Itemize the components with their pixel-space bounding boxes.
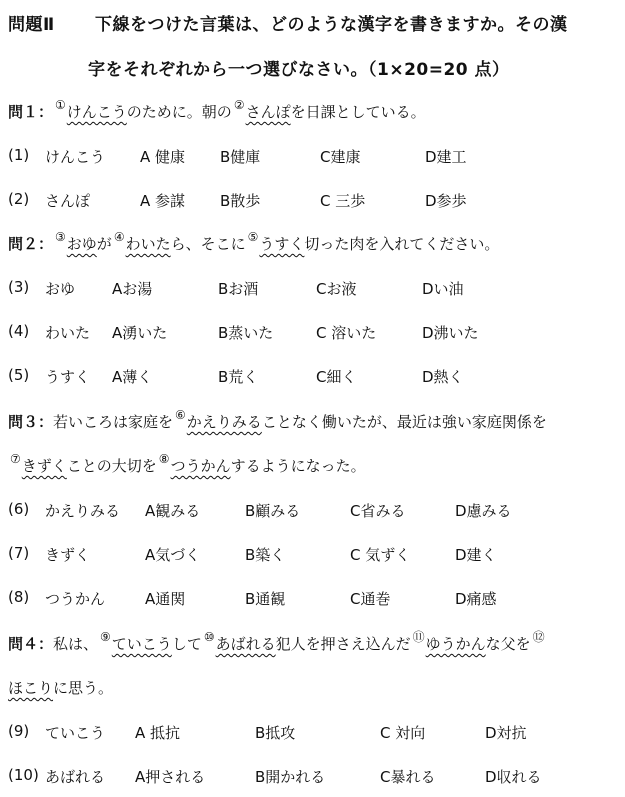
underlined-word: うすく [259,235,305,253]
option-d: D沸いた [422,324,479,342]
item-number: (5) [8,366,30,384]
option-a: A薄く [112,368,153,386]
option-a: A 健康 [140,148,186,166]
sentence-text: ら、そこに [170,235,246,253]
item-number: (7) [8,544,30,562]
option-d: D対抗 [485,724,527,742]
sentence-text: のために。朝の [126,103,232,121]
option-b: B顧みる [245,502,301,520]
question-4-continued [8,677,113,698]
option-b: B散歩 [220,192,261,210]
option-c: C省みる [350,502,406,520]
item-number: (2) [8,190,30,208]
option-a: A押される [135,768,206,786]
underlined-word: かえりみる [186,413,262,431]
option-c: C通巻 [350,590,391,608]
option-c: C建康 [320,148,361,166]
option-b: B荒く [218,368,259,386]
item-reading: うすく [45,368,91,386]
question-3 [8,408,547,432]
circled-number: ⑩ [203,630,215,644]
question-2 [8,230,500,254]
option-d: D参歩 [425,192,467,210]
item-reading: きずく [45,546,91,564]
instructions-line-1: 下線をつけた言葉は、どのような漢字を書きますか。その漢 [95,15,568,35]
item-reading: ていこう [45,724,106,742]
underlined-word: きずく [21,457,67,475]
underlined-word: つうかん [170,457,231,475]
circled-number: ⑨ [100,630,111,644]
circled-number: ④ [113,230,125,244]
item-reading: あばれる [45,768,106,786]
option-b: B築く [245,546,286,564]
circled-number: ⑥ [175,408,186,422]
section-label: 問題Ⅱ [8,15,55,35]
option-a: A通関 [145,590,186,608]
underlined-word: ほこり [8,679,54,697]
question-label: 問３： [8,413,54,431]
option-b: B通観 [245,590,286,608]
item-number: (9) [8,722,30,740]
option-d: D建工 [425,148,467,166]
option-b: B抵攻 [255,724,296,742]
item-reading: けんこう [45,148,106,166]
underlined-word: わいた [125,235,171,253]
option-a: A湧いた [112,324,168,342]
question-1 [8,98,426,122]
sentence-text: な父を [485,635,531,653]
option-a: Aお湯 [112,280,153,298]
option-d: D熱く [422,368,464,386]
option-b: Bお酒 [218,280,259,298]
item-reading: わいた [45,324,91,342]
item-number: (8) [8,588,30,606]
option-c: C 溶いた [316,324,377,342]
option-a: A観みる [145,502,201,520]
underlined-word: ゆうかん [425,635,486,653]
circled-number: ② [233,98,245,112]
question-label: 問１： [8,103,54,121]
item-number: (10) [8,766,39,784]
sentence-text: 犯人を押さえ込んだ [275,635,411,653]
underlined-word: けんこう [66,103,127,121]
circled-number: ⑧ [158,452,170,466]
underlined-word: あばれる [215,635,276,653]
option-c: C 気ずく [350,546,411,564]
question-3-continued [8,452,366,476]
circled-number: ① [55,98,66,112]
option-b: B蒸いた [218,324,274,342]
sentence-text: 私は、 [53,635,99,653]
instructions-line-2: 字をそれぞれから一つ選びなさい。（1×20=20 点） [88,60,510,80]
underlined-word: ていこう [111,635,172,653]
sentence-text: が [96,235,112,253]
item-number: (3) [8,278,30,296]
sentence-text: するようになった。 [230,457,366,475]
question-label: 問４： [8,635,54,653]
question-label: 問２： [8,235,54,253]
option-b: B開かれる [255,768,326,786]
option-d: D建く [455,546,497,564]
sentence-text: ことなく働いたが、最近は強い家庭関係を [261,413,547,431]
option-b: B健庫 [220,148,261,166]
sentence-text: を日課としている。 [290,103,426,121]
item-number: (4) [8,322,30,340]
circled-number: ⑦ [10,452,21,466]
option-d: D慮みる [455,502,512,520]
question-4 [8,630,546,654]
option-c: Cお液 [316,280,357,298]
item-reading: つうかん [45,590,106,608]
option-c: C暴れる [380,768,436,786]
option-d: Dい油 [422,280,464,298]
underlined-word: おゆ [66,235,97,253]
sentence-text: して [171,635,202,653]
option-c: C 三歩 [320,192,366,210]
circled-number: ⑤ [247,230,259,244]
item-reading: さんぽ [45,192,91,210]
sentence-text: に思う。 [53,679,114,697]
option-a: A 参謀 [140,192,186,210]
option-a: A 抵抗 [135,724,181,742]
item-reading: かえりみる [45,502,121,520]
item-number: (6) [8,500,30,518]
sentence-text: 切った肉を入れてください。 [304,235,500,253]
underlined-word: さんぽ [245,103,291,121]
option-c: C細く [316,368,357,386]
circled-number: ③ [55,230,66,244]
circled-number: ⑫ [532,630,545,644]
sentence-text: ことの大切を [66,457,157,475]
item-reading: おゆ [45,280,76,298]
sentence-text: 若いころは家庭を [53,413,174,431]
option-c: C 対向 [380,724,426,742]
option-d: D収れる [485,768,542,786]
option-a: A気づく [145,546,201,564]
option-d: D痛感 [455,590,497,608]
circled-number: ⑪ [412,630,425,644]
item-number: (1) [8,146,30,164]
